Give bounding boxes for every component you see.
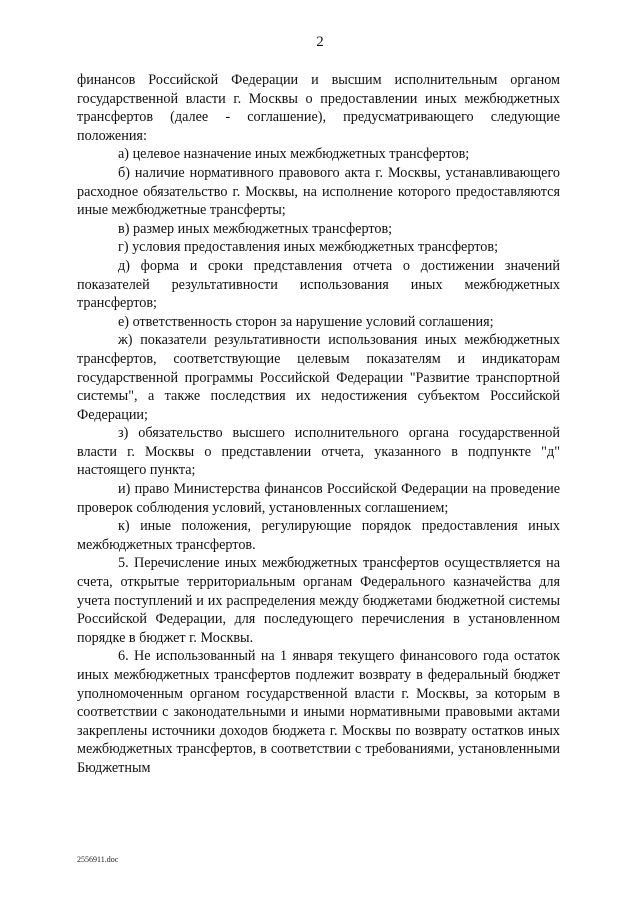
paragraph: д) форма и сроки представления отчета о достижении значений показателей результативности использования иных межбюджетных трансфертов; [77, 257, 560, 312]
page-number: 2 [316, 34, 324, 50]
file-name-footer: 2556911.doc [77, 855, 119, 864]
paragraph: к) иные положения, регулирующие порядок предоставления иных межбюджетных трансфертов. [77, 518, 560, 553]
paragraph: а) целевое назначение иных межбюджетных трансфертов; [118, 146, 470, 163]
paragraph: з) обязательство высшего исполнительного органа государственной власти г. Москвы о представлении отчета, указанного в подпункте "д" настоящего пункта; [77, 425, 560, 479]
paragraph: и) право Министерства финансов Российской Федерации на проведение проверок соблюдения условий, установленных соглашением; [77, 481, 560, 516]
paragraph: 6. Не использованный на 1 января текущего финансового года остаток иных межбюджетных трансфертов подлежит возврату в федеральный бюджет уполномоченным органом государственной власти г. Москвы, за которым в соответствии с законодательными и иными нормативными правовыми актами закреплены источники доходов бюджета г. Москвы по возврату остатков иных межбюджетных трансфертов, в соответствии с требованиями, установленными Бюджетным [77, 648, 560, 776]
paragraph: 5. Перечисление иных межбюджетных трансфертов осуществляется на счета, открытые территориальным органам Федерального казначейства для учета поступлений и их распределения между бюджетами бюджетной системы Российской Федерации, для последующего перечисления в установленном порядке в бюджет г. Москвы. [77, 555, 560, 646]
paragraph: финансов Российской Федерации и высшим исполнительным органом государственной власти г. Москвы о предоставлении иных межбюджетных трансфертов (далее - соглашение), предусматривающего следующие положения: [77, 72, 560, 144]
document-body [77, 71, 560, 778]
paragraph: ж) показатели результативности использования иных межбюджетных трансфертов, соответствующие целевым показателям и индикаторам государственной программы Российской Федерации "Развитие транспортной системы", а также последствия их недостижения субъектом Российской Федерации; [77, 332, 560, 423]
paragraph: е) ответственность сторон за нарушение условий соглашения; [118, 313, 494, 330]
paragraph: в) размер иных межбюджетных трансфертов; [118, 220, 393, 237]
paragraph: г) условия предоставления иных межбюджетных трансфертов; [118, 239, 499, 256]
paragraph: б) наличие нормативного правового акта г. Москвы, устанавливающего расходное обязательство г. Москвы, на исполнение которого предоставляются иные межбюджетные трансферты; [77, 164, 560, 219]
